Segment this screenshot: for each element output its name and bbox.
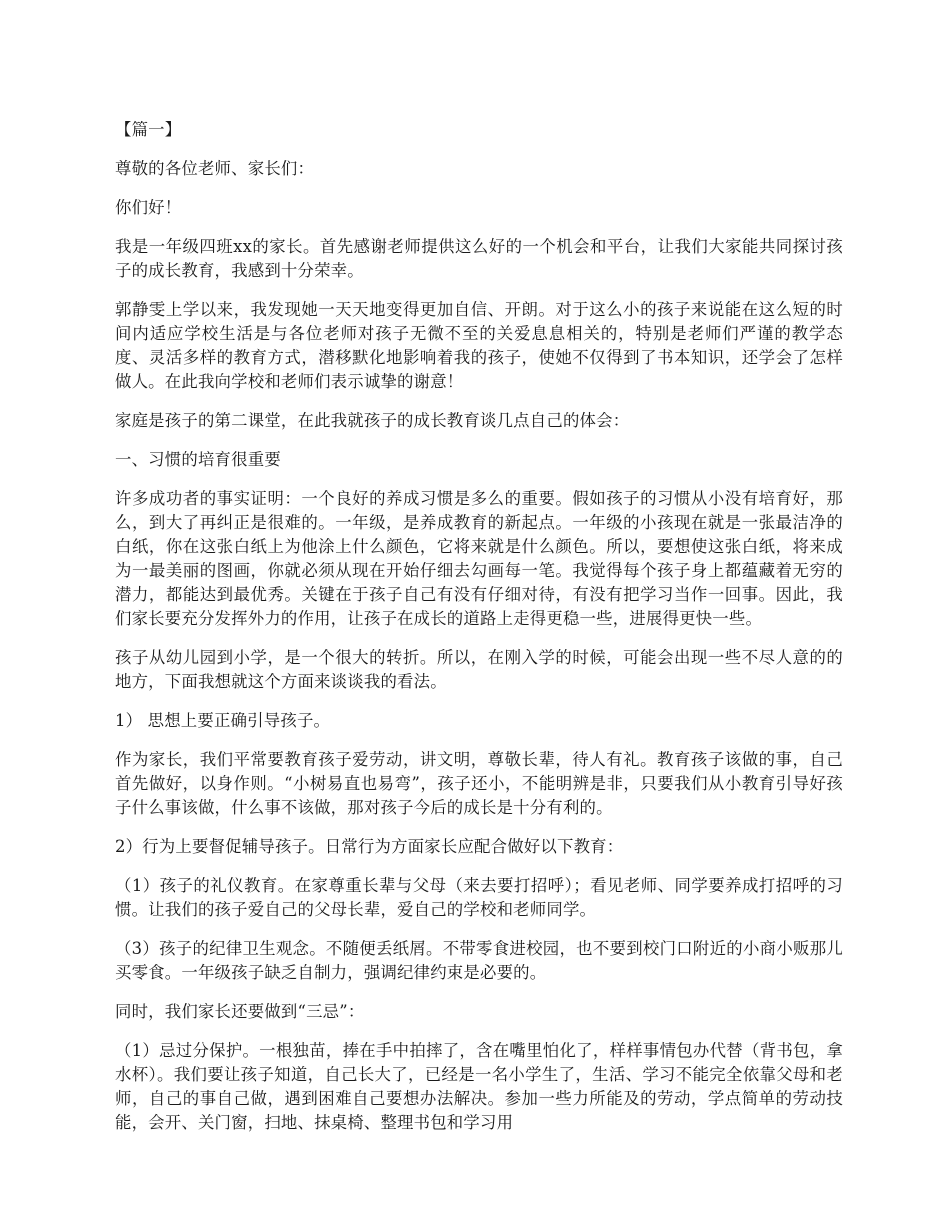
document-page [115,118,843,1150]
paragraph: （1）孩子的礼仪教育。在家尊重长辈与父母（来去要打招呼）；看见老师、同学要养成打招呼的习惯。让我们的孩子爱自己的父母长辈，爱自己的学校和老师同学。 [115,876,843,919]
list-item: 1） 思想上要正确引导孩子。 [115,711,331,730]
paragraph: 孩子从幼儿园到小学，是一个很大的转折。所以，在刚入学的时候，可能会出现一些不尽人意的的地方，下面我想就这个方面来谈谈我的看法。 [115,648,843,691]
paragraph: （1）忌过分保护。一根独苗，捧在手中拍摔了，含在嘴里怕化了，样样事情包办代替（背书包，拿水杯）。我们要让孩子知道，自己长大了，已经是一名小学生了，生活、学习不能完全依靠父母和老师，自己的事自己做，遇到困难自己要想办法解决。参加一些力所能及的劳动，学点简单的劳动技能，会开、关门窗，扫地、抹桌椅、整理书包和学习用 [115,1041,843,1132]
section-heading: 【篇一】 [115,120,182,139]
paragraph: （3）孩子的纪律卫生观念。不随便丢纸屑。不带零食进校园，也不要到校门口附近的小商小贩那儿买零食。一年级孩子缺乏自制力，强调纪律约束是必要的。 [115,939,843,982]
paragraph: 同时，我们家长还要做到“三忌”： [115,1002,365,1021]
greeting: 你们好！ [115,198,182,217]
paragraph: 我是一年级四班xx的家长。首先感谢老师提供这么好的一个机会和平台，让我们大家能共同探讨孩子的成长教育，我感到十分荣幸。 [115,237,843,280]
subheading: 一、习惯的培育很重要 [115,450,281,469]
paragraph: 家庭是孩子的第二课堂，在此我就孩子的成长教育谈几点自己的体会： [115,411,630,430]
list-item: 2）行为上要督促辅导孩子。日常行为方面家长应配合做好以下教育： [115,837,624,856]
paragraph: 许多成功者的事实证明：一个良好的养成习惯是多么的重要。假如孩子的习惯从小没有培育好，那么，到大了再纠正是很难的。一年级，是养成教育的新起点。一年级的小孩现在就是一张最洁净的白纸，你在这张白纸上为他涂上什么颜色，它将来就是什么颜色。所以，要想使这张白纸，将来成为一最美丽的图画，你就必须从现在开始仔细去勾画每一笔。我觉得每个孩子身上都蕴藏着无穷的潜力，都能达到最优秀。关键在于孩子自己有没有仔细对待，有没有把学习当作一回事。因此，我们家长要充分发挥外力的作用，让孩子在成长的道路上走得更稳一些，进展得更快一些。 [115,489,843,628]
paragraph: 作为家长，我们平常要教育孩子爱劳动，讲文明，尊敬长辈，待人有礼。教育孩子该做的事，自己首先做好，以身作则。“小树易直也易弯”，孩子还小，不能明辨是非，只要我们从小教育引导好孩子什么事该做，什么事不该做，那对孩子今后的成长是十分有利的。 [115,750,843,817]
paragraph: 郭静雯上学以来，我发现她一天天地变得更加自信、开朗。对于这么小的孩子来说能在这么短的时间内适应学校生活是与各位老师对孩子无微不至的关爱息息相关的，特别是老师们严谨的教学态度、灵活多样的教育方式，潜移默化地影响着我的孩子，使她不仅得到了书本知识，还学会了怎样做人。在此我向学校和老师们表示诚挚的谢意！ [115,300,843,391]
salutation: 尊敬的各位老师、家长们： [115,159,315,178]
